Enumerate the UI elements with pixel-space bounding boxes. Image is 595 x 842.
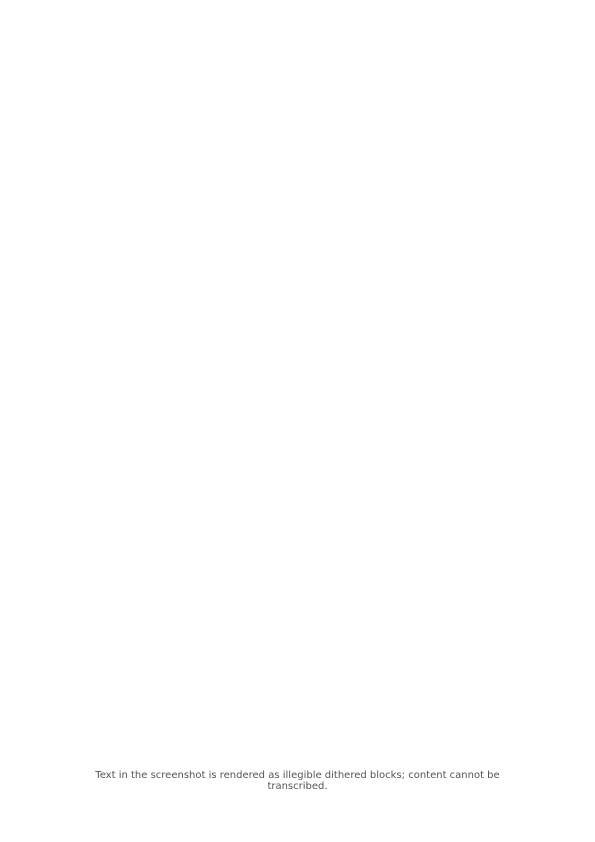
spacer [80, 96, 515, 110]
illegible-text-notice: Text in the screenshot is rendered as illegible dithered blocks; content cannot be transcribed. [95, 770, 500, 792]
document-body [80, 96, 515, 116]
